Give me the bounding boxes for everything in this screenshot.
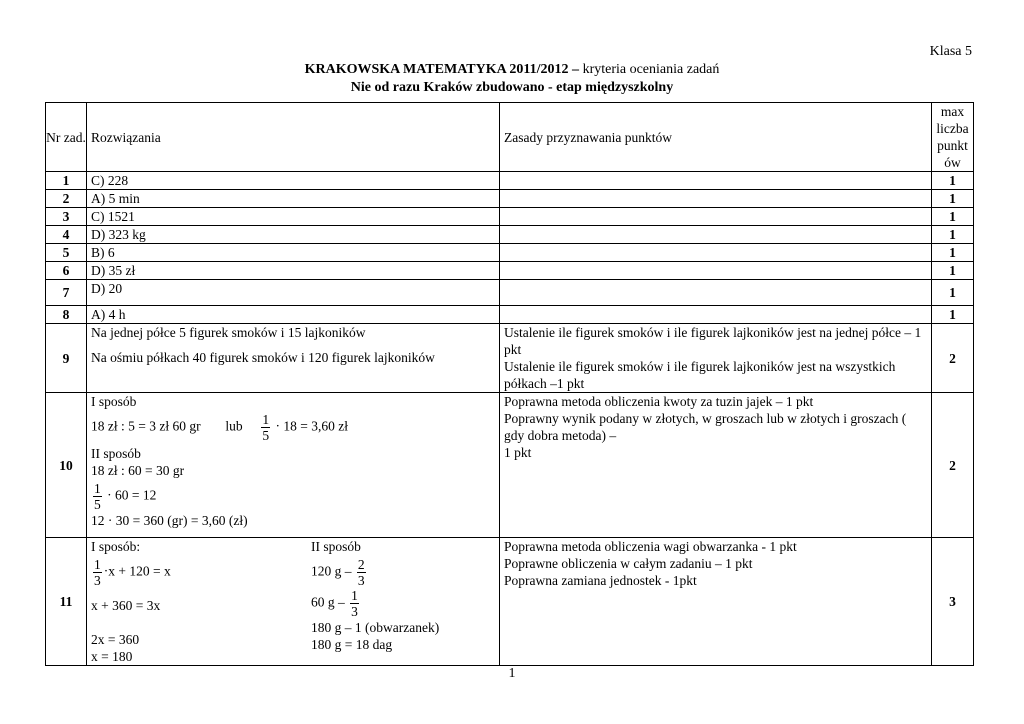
table-row xyxy=(46,172,974,190)
table-row xyxy=(46,190,974,208)
points-cell: 2 xyxy=(932,324,974,393)
criteria-line: Poprawna zamiana jednostek - 1pkt xyxy=(504,573,697,588)
header-max: max liczba punkt ów xyxy=(932,103,974,172)
solution-line: Na jednej półce 5 figurek smoków i 15 lajkoników xyxy=(91,325,366,340)
criteria-line: Poprawna metoda obliczenia wagi obwarzanka - 1 pkt xyxy=(504,539,797,554)
fraction: $\frac{1}{3}$ xyxy=(351,588,358,619)
table-row xyxy=(46,393,974,538)
row-number: 5 xyxy=(46,244,87,262)
title-bold: KRAKOWSKA MATEMATYKA 2011/2012 – xyxy=(304,62,580,77)
table-row xyxy=(46,306,974,324)
criteria-line: Poprawny wynik podany w złotych, w groszach lub w złotych i groszach ( gdy dobra metoda) – xyxy=(504,411,907,443)
row-number: 2 xyxy=(46,190,87,208)
solution-line xyxy=(311,557,439,588)
solution-cell: D) 35 zł xyxy=(87,262,500,280)
solution-cell: A) 4 h xyxy=(87,306,500,324)
solution-line: 180 g – 1 (obwarzanek) xyxy=(311,620,440,635)
solution-line: 18 zł : 60 = 30 gr xyxy=(91,463,185,478)
criteria-table xyxy=(45,102,974,666)
equation-text: 120 g – xyxy=(311,563,352,579)
points-cell: 1 xyxy=(932,190,974,208)
points-cell: 1 xyxy=(932,306,974,324)
row-number: 11 xyxy=(46,538,87,666)
criteria-line: 1 pkt xyxy=(504,445,532,460)
solution-line: Na ośmiu półkach 40 figurek smoków i 120 figurek lajkoników xyxy=(91,350,435,365)
table-row xyxy=(46,208,974,226)
criteria-line: Poprawna metoda obliczenia kwoty za tuzin jajek – 1 pkt xyxy=(504,394,814,409)
solution-line xyxy=(311,588,439,619)
criteria-cell xyxy=(500,324,932,393)
solution-cell xyxy=(87,324,500,393)
solution-cell xyxy=(87,538,500,666)
solution-line xyxy=(91,557,311,588)
points-cell: 1 xyxy=(932,280,974,306)
method-two xyxy=(311,538,439,665)
row-number: 10 xyxy=(46,393,87,538)
table-row xyxy=(46,538,974,666)
criteria-cell xyxy=(500,393,932,538)
criteria-cell xyxy=(500,280,932,306)
criteria-cell xyxy=(500,262,932,280)
points-cell: 3 xyxy=(932,538,974,666)
row-number: 1 xyxy=(46,172,87,190)
criteria-cell xyxy=(500,190,932,208)
fraction: $\frac{1}{5}$ xyxy=(94,481,101,512)
solution-line xyxy=(91,412,495,443)
equation-text: ·x + 120 = x xyxy=(103,563,171,579)
solution-line: I sposób xyxy=(91,394,137,409)
points-cell: 1 xyxy=(932,244,974,262)
criteria-cell xyxy=(500,208,932,226)
equation-text: · 60 = 12 xyxy=(107,487,157,503)
table-row xyxy=(46,280,974,306)
criteria-cell xyxy=(500,226,932,244)
row-number: 4 xyxy=(46,226,87,244)
table-row xyxy=(46,244,974,262)
criteria-line: Ustalenie ile figurek smoków i ile figurek lajkoników jest na jednej półce – 1 pkt xyxy=(504,325,922,357)
document-subtitle: Nie od razu Kraków zbudowano - etap międzyszkolny xyxy=(350,80,674,95)
table-row xyxy=(46,262,974,280)
solution-line: x = 180 xyxy=(91,649,133,664)
row-number: 7 xyxy=(46,280,87,306)
row-number: 9 xyxy=(46,324,87,393)
equation-text: 18 zł : 5 = 3 zł 60 gr xyxy=(91,418,201,434)
solution-cell xyxy=(87,393,500,538)
points-cell: 1 xyxy=(932,226,974,244)
solution-cell: D) 323 kg xyxy=(87,226,500,244)
solution-cell: C) 228 xyxy=(87,172,500,190)
solution-line xyxy=(91,481,495,512)
solution-cell: D) 20 xyxy=(87,280,500,306)
criteria-line: Ustalenie ile figurek smoków i ile figurek lajkoników jest na wszystkich półkach –1 pkt xyxy=(504,359,896,391)
table-row xyxy=(46,226,974,244)
points-cell: 1 xyxy=(932,172,974,190)
criteria-cell xyxy=(500,244,932,262)
equation-text: 60 g – xyxy=(311,594,345,610)
points-cell: 1 xyxy=(932,208,974,226)
method-one xyxy=(91,538,311,665)
row-number: 6 xyxy=(46,262,87,280)
table-header-row xyxy=(46,103,974,172)
criteria-cell xyxy=(500,538,932,666)
row-number: 8 xyxy=(46,306,87,324)
criteria-cell xyxy=(500,172,932,190)
page-number: 1 xyxy=(508,666,516,681)
solution-cell: B) 6 xyxy=(87,244,500,262)
solution-line: x + 360 = 3x xyxy=(91,598,161,613)
row-number: 3 xyxy=(46,208,87,226)
solution-line: 12 · 30 = 360 (gr) = 3,60 (zł) xyxy=(91,513,248,528)
document-title xyxy=(0,62,1024,78)
solution-line: II sposób xyxy=(311,539,361,554)
solution-cell: C) 1521 xyxy=(87,208,500,226)
solution-methods xyxy=(91,538,495,665)
fraction: $\frac{1}{3}$ xyxy=(94,557,101,588)
header-rozwiazania: Rozwiązania xyxy=(87,103,500,172)
points-cell: 1 xyxy=(932,262,974,280)
criteria-cell xyxy=(500,306,932,324)
solution-line: 2x = 360 xyxy=(91,632,140,647)
header-zasady: Zasady przyznawania punktów xyxy=(500,103,932,172)
table-row xyxy=(46,324,974,393)
fraction: $\frac{1}{5}$ xyxy=(262,412,270,443)
solution-line: 180 g = 18 dag xyxy=(311,637,393,652)
fraction: $\frac{2}{3}$ xyxy=(357,557,365,588)
solution-line: II sposób xyxy=(91,446,141,461)
criteria-line: Poprawne obliczenia w całym zadaniu – 1 pkt xyxy=(504,556,753,571)
solution-cell: A) 5 min xyxy=(87,190,500,208)
or-text: lub xyxy=(225,418,243,434)
equation-text: · 18 = 3,60 zł xyxy=(275,418,348,434)
points-cell: 2 xyxy=(932,393,974,538)
class-label: Klasa 5 xyxy=(929,44,972,59)
solution-line: I sposób: xyxy=(91,539,141,554)
header-nr: Nr zad. xyxy=(46,103,87,172)
title-rest: kryteria oceniania zadań xyxy=(579,62,720,77)
